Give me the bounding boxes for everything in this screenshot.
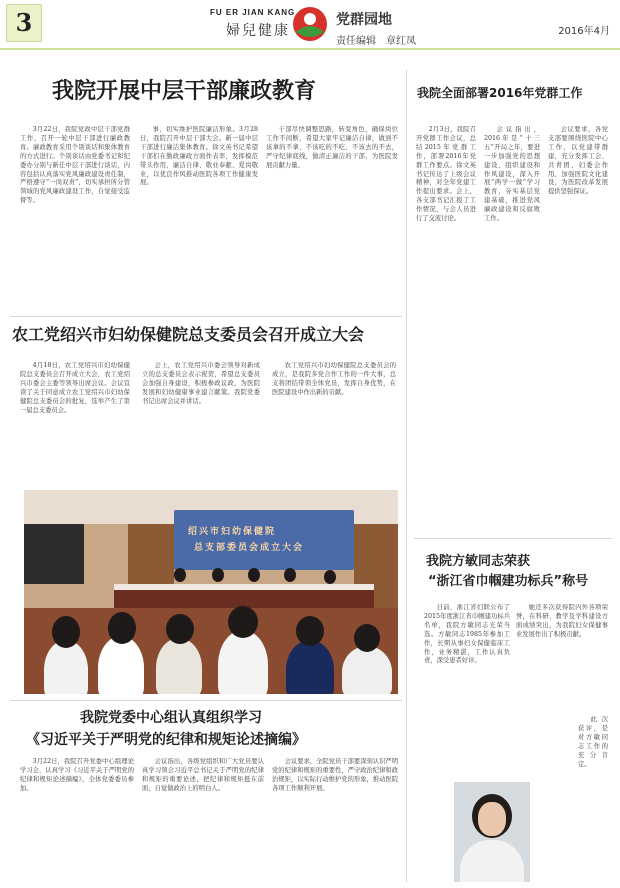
hospital-logo-icon [292,6,328,42]
article-text: 她还多次获得院内外各项荣誉，在科研、教学及学科建设方面成绩突出，为我院妇女保健事业发展作出了积极贡献。 [516,604,608,638]
headline-branch-founding: 农工党绍兴市妇幼保健院总支委员会召开成立大会 [12,325,365,344]
headline-study-session: 我院党委中心组认真组织学习 [80,710,262,726]
banner-text: 总支部委员会成立大会 [194,543,305,553]
article-text: 事，切实维护医院廉洁形象。3月28日，我院召开中层干部大会。新一届中层干部进行廉洁集体教育。徐文英书记希望干部们在勤政廉政方面作表率，发挥模范带头作用，廉洁自律、敬业奉献、爱岗敬业，以优良作风推动医院各项工作健康发展。 [140,126,258,187]
article-text: 此次获评，是对方敏同志工作的充分肯定。 [578,716,608,768]
brand-english: FU ER JIAN KANG [210,8,296,17]
headline-party-work: 我院全面部署2016年党群工作 [417,86,583,100]
article-text: 农工党绍兴市妇幼保健院总支委员会的成立，是我院多党合作工作的一件大事，总支将团结带领全体党员，发挥自身优势，在医院建设中作出新的贡献。 [272,362,396,396]
masthead [0,0,620,50]
article-text: 会上，农工党绍兴市委会领导对新成立的总支委员会表示祝贺，希望总支委员会加强自身建设，积极参政议政，为医院发展和妇幼健康事业建言献策。我院党委书记出席会议并讲话。 [142,362,260,405]
meeting-photo [24,490,398,694]
banner-text: 绍兴市妇幼保健院 [188,527,277,537]
article-text: 会议要求，各党支部要围绕医院中心工作，以党建带群建，充分发挥工会、共青团、妇委会作用，加强医院文化建设，为医院改革发展提供坚强保证。 [548,126,608,196]
headline-award: 我院方敏同志荣获 [426,554,531,569]
headline-award-title: “浙江省巾帼建功标兵”称号 [428,574,589,589]
article-text: 3月22日，我院召开党委中心组理论学习会，认真学习《习近平关于严明党的纪律和规矩论述摘编》，全体党委委员参加。 [20,758,134,792]
article-text: 3月22日，我院党政中层干部党群工作，召开一轮中层干部进行廉政教育。廉政教育采用个别谈话和集体教育的方式进行。个别谈话由党委书记和纪委办分别与新任中层干部进行谈话，内容包括认真落实党风廉政建设责任制，严格遵守“一岗双责”，切实承担所分管领域的党风廉政建设工作，自觉接受监督等。 [20,126,130,205]
column-divider [406,70,407,882]
brand-chinese: 婦兒健康 [226,23,290,39]
article-divider [10,700,402,701]
headline-study-title: 《习近平关于严明党的纪律和规矩论述摘编》 [26,732,306,748]
article-divider [414,538,612,539]
headline-integrity-education: 我院开展中层干部廉政教育 [52,79,317,104]
article-divider [10,316,402,317]
section-editor: 责任编辑 章红凤 [336,36,416,47]
page-number: 3 [6,4,42,42]
article-text: 日前，浙江省妇联公布了2015年度浙江省巾帼建功标兵名单，我院方敏同志光荣当选。方敏同志1985年参加工作，长期从事妇女保健临床工作，业务精湛，工作认真负责，深受患者好评。 [424,604,510,665]
article-text: 会议指出，各级党组织和广大党员要认真学习领会习近平总书记关于严明党的纪律和规矩的重要论述，把纪律和规矩挺在前面，自觉做政治上的明白人。 [142,758,264,792]
issue-date: 2016年4月 [558,26,610,37]
article-text: 会议指出，2016年是“十三五”开局之年，要进一步加强党的思想建设、组织建设和作风建设，深入开展“两学一做”学习教育，夯实基层党建基础，推进党风廉政建设和反腐败工作。 [484,126,540,223]
portrait-photo [454,782,530,882]
article-text: 2月3日，我院召开党群工作会议，总结2015年党群工作，部署2016年党群工作要点。徐文英书记传达了上级会议精神，对全年党建工作提出要求。会上，各支部书记汇报了工作情况，与会人员进行了交流讨论。 [416,126,476,223]
article-text: 4月18日，农工党绍兴市妇幼保健院总支委员会召开成立大会，农工党绍兴市委会主委等领导出席会议。会议宣读了关于同意成立农工党绍兴市妇幼保健院总支委员会的批复，选举产生了第一届总支委员会。 [20,362,130,414]
article-text: 干部尽快调整思路，转变角色，确保岗位工作不间断，希望大家牢记廉洁自律，做到不该拿的不拿、不该吃的不吃、不该去的不去，严守纪律底线，做清正廉洁的干部，为医院发展贡献力量。 [266,126,398,169]
section-title: 党群园地 [336,12,392,28]
header-rule [0,48,620,50]
article-text: 会议要求，全院党员干部要深刻认识严明党的纪律和规矩的重要性，严守政治纪律和政治规矩，以实际行动维护党的形象，推动医院各项工作顺利开展。 [272,758,398,792]
